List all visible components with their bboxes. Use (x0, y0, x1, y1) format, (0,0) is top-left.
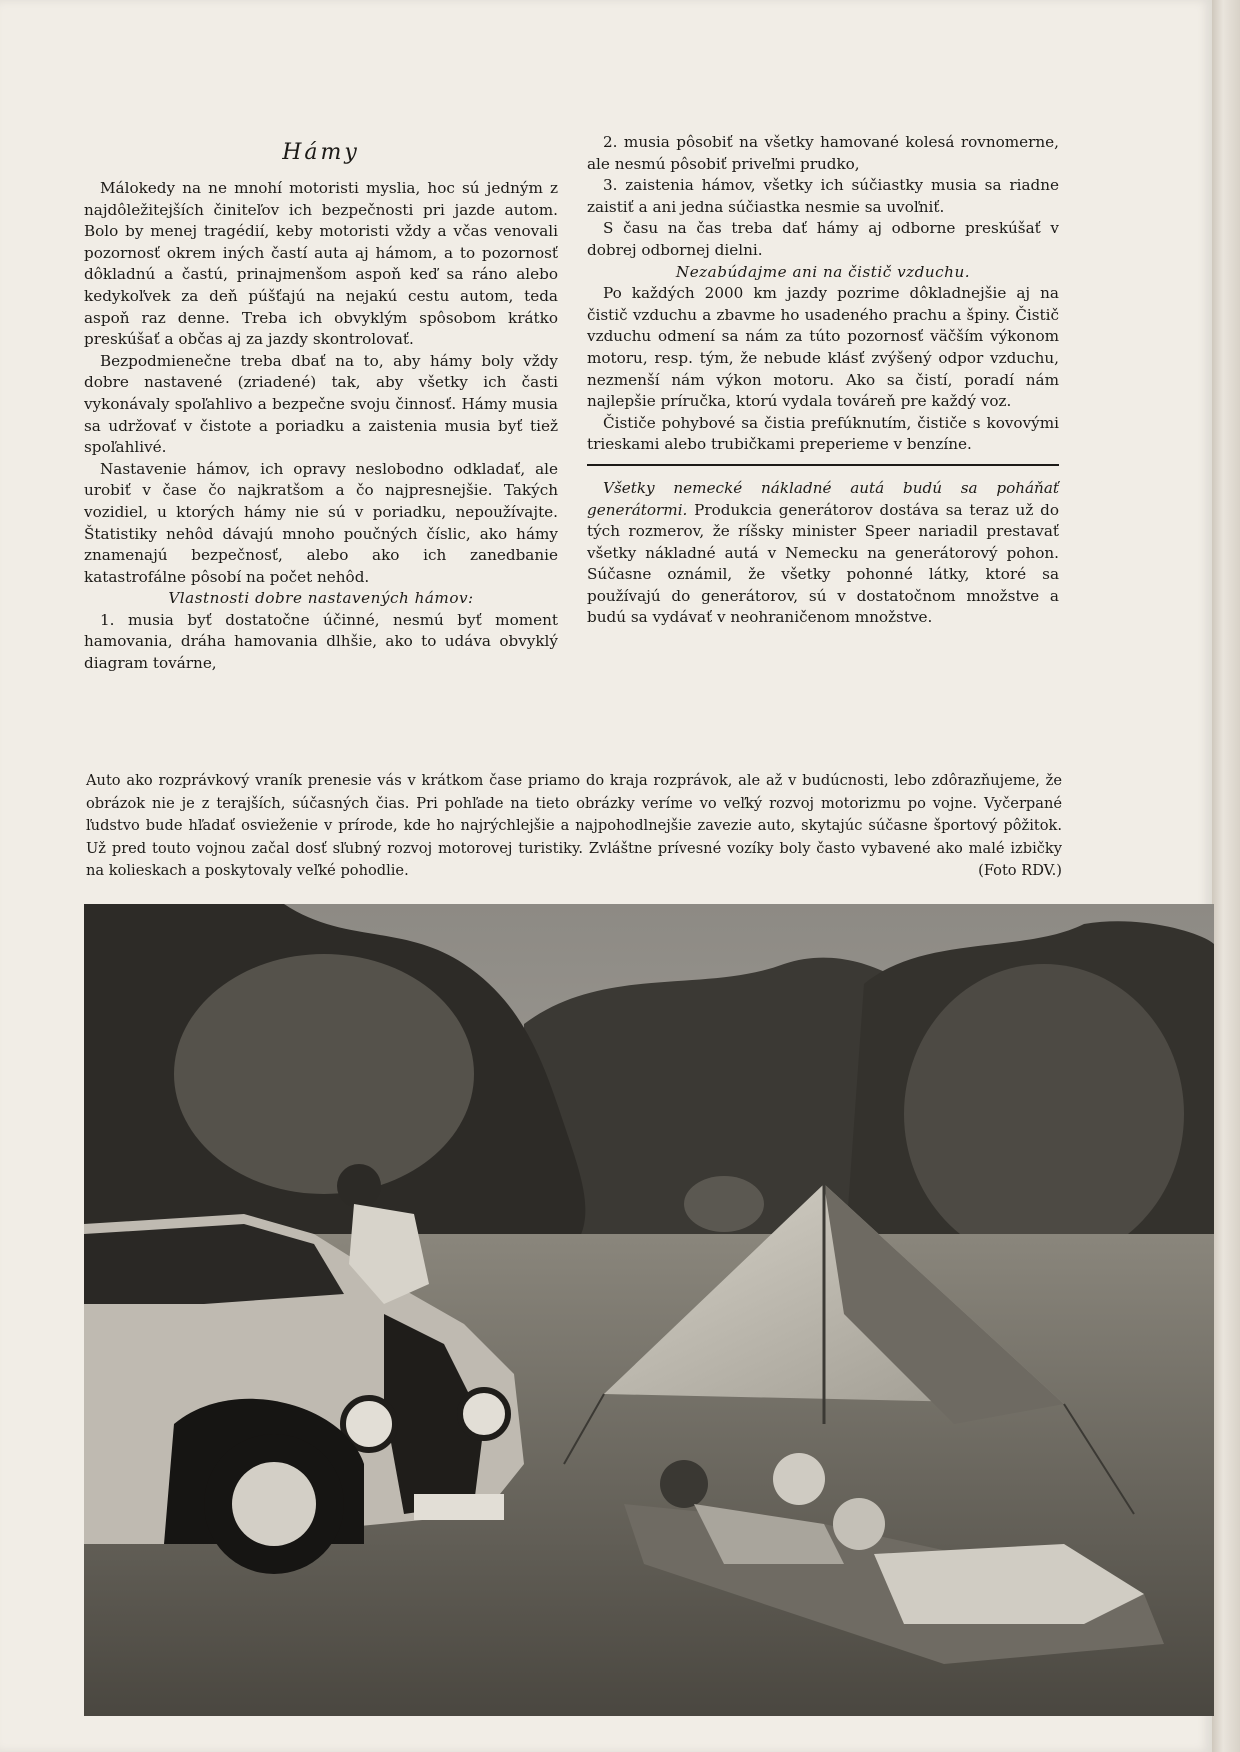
person-head (660, 1460, 708, 1508)
car-headlight (460, 1390, 508, 1438)
news-lead: Všetky nemecké nákladné autá budú sa poháňať generátormi. (587, 478, 1059, 519)
right-tree-canopy (904, 964, 1184, 1264)
man-head (337, 1164, 381, 1208)
paragraph-check: S času na čas treba dať hámy aj odborne preskúšať v dobrej odbornej dielni. (587, 219, 1059, 259)
shrub (684, 1176, 764, 1232)
paragraph-adjustment: Bezpodmienečne treba dbať na to, aby hámy boly vždy dobre nastavené (zriadené) tak, aby všetky ich časti vykonávaly spoľahlivo a bezpečne svoju činnosť. Hámy musia sa udržovať v čistote a poriadku a zaistenia musia byť tiež spoľahlivé. (84, 351, 558, 457)
paragraph-filter-cleaning: Čističe pohybové sa čistia prefúknutím, čističe s kovovými trieskami alebo trubičkami preperieme v benzíne. (587, 413, 1059, 454)
page-edge (1212, 0, 1240, 1752)
left-column (84, 178, 558, 675)
list-item-1: 1. musia byť dostatočne účinné, nesmú byť moment hamovania, dráha hamovania dlhšie, ako to udáva obvyklý diagram továrne, (84, 610, 558, 673)
license-plate (414, 1494, 504, 1520)
article-title: Hámy (282, 140, 360, 165)
person-head (833, 1498, 885, 1550)
car-hubcap (232, 1462, 316, 1546)
news-item (587, 478, 1059, 629)
camping-photo-illustration (84, 904, 1214, 1716)
section-divider (587, 464, 1059, 466)
camping-photo (84, 904, 1214, 1716)
list-item-2: 2. musia pôsobiť na všetky hamované kolesá rovnomerne, ale nesmú pôsobiť priveľmi prudko, (587, 133, 1059, 173)
list-item-3: 3. zaistenia hámov, všetky ich súčiastky musia sa riadne zaistiť a ani jedna súčiastka nesmie sa uvoľniť. (587, 176, 1059, 216)
news-body: Produkcia generátorov dostáva sa teraz už do tých rozmerov, že ríšsky minister Speer nariadil prestavať všetky nákladné autá v Nemecku na generátorový pohon. Súčasne oznámil, že všetky pohonné látky, ktoré sa používajú do generátorov, sú v dostatočnom množstve a budú sa vydávať v neohraničenom množstve. (587, 500, 1059, 627)
photo-credit: (Foto RDV.) (978, 862, 1062, 880)
paragraph-intro: Málokedy na ne mnohí motoristi myslia, hoc sú jedným z najdôležitejších činiteľov ich bezpečnosti pri jazde autom. Bolo by menej tragédií, keby motoristi vždy a včas venovali pozornosť okrem iných častí auta aj hámom, a to pozornosť dôkladnú a častú, prinajmenšom aspoň keď sa ráno alebo kedykoľvek za deň púšťajú na nejakú cestu autom, teda aspoň raz denne. Treba ich obvyklým spôsobom krátko preskúšať a občas aj za jazdy skontrolovať. (84, 179, 558, 349)
paragraph-repairs: Nastavenie hámov, ich opravy neslobodno odkladať, ale urobiť v čase čo najkratšom a čo najpresnejšie. Takých vozidiel, u ktorých hámy nie sú v poriadku, nepoužívajte. Štatistiky nehôd dávajú mnoho poučných číslic, ako hámy znamenajú bezpečnosť, alebo ako ich zanedbanie katastrofálne pôsobí na počet nehôd. (84, 459, 558, 586)
subhead-properties: Vlastnosti dobre nastavených hámov: (168, 589, 474, 608)
beach-ball (773, 1453, 825, 1505)
left-tree-canopy (174, 954, 474, 1194)
paragraph-filter: Po každých 2000 km jazdy pozrime dôkladnejšie aj na čistič vzduchu a zbavme ho usadeného prachu a špiny. Čistič vzduchu odmení sa nám za túto pozornosť väčším výkonom motoru, resp. tým, že nebude klásť zvýšený odpor vzduchu, nezmenší nám výkon motoru. Ako sa čistí, poradí nám najlepšie príručka, ktorú vydala továreň pre každý voz. (587, 284, 1059, 411)
subhead-air-filter: Nezabúdajme ani na čistič vzduchu. (675, 262, 971, 281)
photo-caption (86, 770, 1062, 883)
right-column (587, 132, 1059, 629)
caption-text: Auto ako rozprávkový vraník prenesie vás v krátkom čase priamo do kraja rozprávok, ale až v budúcnosti, lebo zdôrazňujeme, že obrázok nie je z terajších, súčasných čias. Pri pohľade na tieto obrázky veríme vo veľký rozvoj motorizmu po vojne. Vyčerpané ľudstvo bude hľadať osvieženie v prírode, kde ho najrýchlejšie a najpohodlnejšie zavezie auto, skytajúc súčasne športový pôžitok. Už pred touto vojnou začal dosť sľubný rozvoj motorovej turistiky. Zvláštne prívesné vozíky boly často vybavené ako malé izbičky na kolieskach a poskytovaly veľké pohodlie. (86, 772, 1062, 880)
